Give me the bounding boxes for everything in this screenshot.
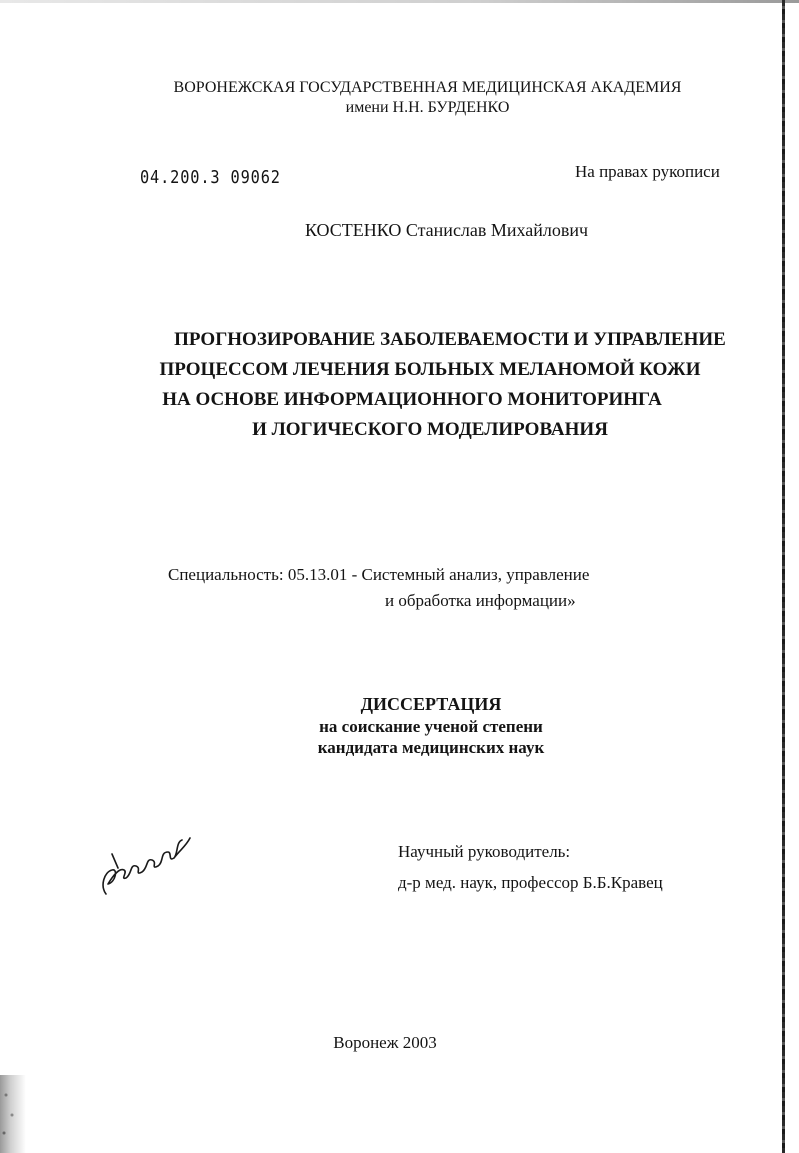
signature-icon — [98, 828, 198, 900]
title-line: И ЛОГИЧЕСКОГО МОДЕЛИРОВАНИЯ — [252, 419, 608, 440]
dissertation-field: кандидата медицинских наук — [317, 738, 545, 757]
scan-edge-left — [0, 1075, 26, 1153]
scan-edge-right — [782, 0, 785, 1153]
rights-note: На правах рукописи — [575, 162, 720, 181]
specialty-line: и обработка информации» — [385, 591, 576, 610]
specialty-line: Специальность: 05.13.01 - Системный анализ, управление — [168, 565, 590, 584]
supervisor-name: д-р мед. наук, профессор Б.Б.Кравец — [398, 873, 663, 892]
academy-name: ВОРОНЕЖСКАЯ ГОСУДАРСТВЕННАЯ МЕДИЦИНСКАЯ АКАДЕМИЯ — [173, 79, 682, 96]
academy-named-after: имени Н.Н. БУРДЕНКО — [345, 99, 510, 116]
city-year: Воронеж 2003 — [333, 1033, 437, 1052]
scan-edge-top — [0, 0, 799, 3]
supervisor-label: Научный руководитель: — [398, 842, 571, 861]
title-line: НА ОСНОВЕ ИНФОРМАЦИОННОГО МОНИТОРИНГА — [162, 389, 662, 410]
dissertation-heading: ДИССЕРТАЦИЯ — [360, 694, 502, 714]
title-line: ПРОГНОЗИРОВАНИЕ ЗАБОЛЕВАЕМОСТИ И УПРАВЛЕНИЕ — [174, 329, 726, 350]
registration-number: 04.200.3 09062 — [140, 167, 281, 188]
author-name: КОСТЕНКО Станислав Михайлович — [305, 220, 589, 240]
title-line: ПРОЦЕССОМ ЛЕЧЕНИЯ БОЛЬНЫХ МЕЛАНОМОЙ КОЖИ — [159, 359, 701, 380]
dissertation-degree: на соискание ученой степени — [319, 717, 543, 736]
